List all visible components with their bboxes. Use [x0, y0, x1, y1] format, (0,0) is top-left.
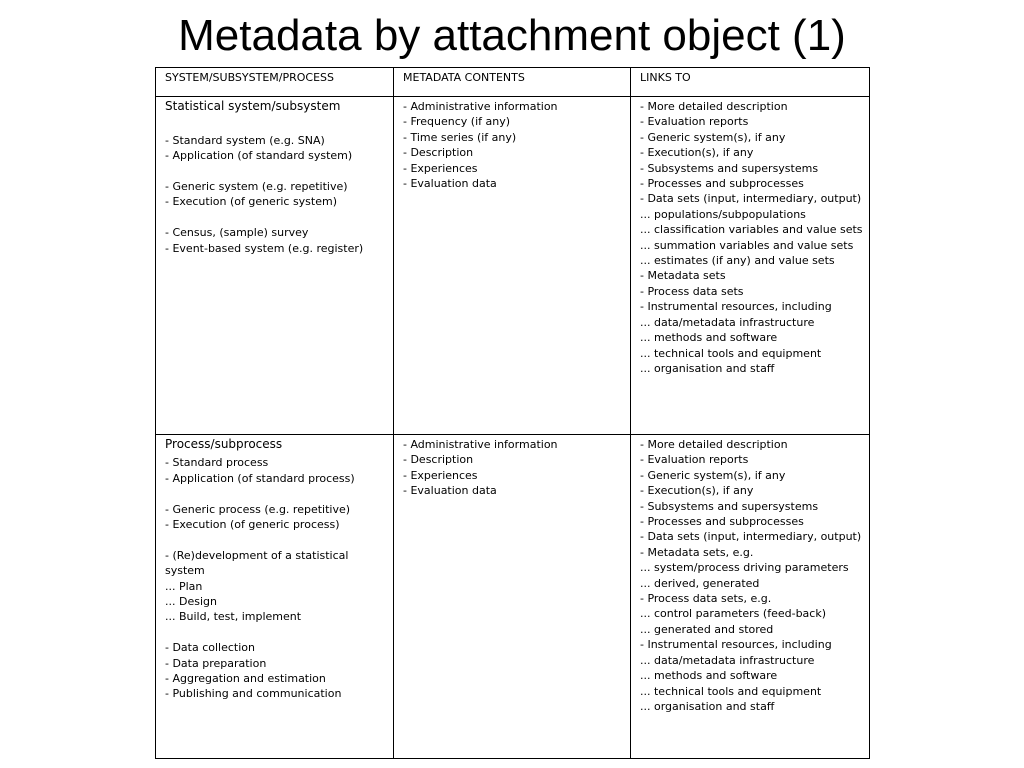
object-item: - Census, (sample) survey [165, 226, 309, 240]
column-header-contents: METADATA CONTENTS [394, 68, 631, 97]
object-item: - Generic system (e.g. repetitive) [165, 180, 348, 193]
link-item: ... summation variables and value sets [640, 238, 854, 252]
link-item: ... data/metadata infrastructure [640, 653, 815, 667]
link-item: ... technical tools and equipment [640, 684, 822, 698]
contents-item: - Administrative information [403, 438, 558, 451]
object-title: Process/subprocess [165, 437, 283, 451]
link-item: - Evaluation reports [640, 453, 749, 467]
link-item: - Generic system(s), if any [640, 468, 786, 482]
object-item: - Data collection [165, 641, 256, 655]
contents-item: - Evaluation data [403, 177, 497, 191]
object-title: Statistical system/subsystem [165, 99, 341, 113]
contents-item: - Administrative information [403, 100, 558, 113]
object-item: - Event-based system (e.g. register) [165, 241, 364, 255]
spacer [165, 117, 387, 132]
link-item: - Instrumental resources, including [640, 300, 832, 314]
link-item: ... populations/subpopulations [640, 207, 806, 221]
contents-item: - Experiences [403, 161, 478, 175]
link-item: ... derived, generated [640, 576, 760, 590]
contents-item: - Description [403, 146, 474, 160]
object-item: - Generic process (e.g. repetitive) [165, 502, 351, 516]
link-item: - Data sets (input, intermediary, output) [640, 192, 862, 206]
cell-links-to [631, 97, 870, 435]
object-item: ... Design [165, 595, 217, 609]
contents-item-list [403, 437, 624, 499]
cell-attachment-object [156, 97, 394, 435]
link-item: - Execution(s), if any [640, 146, 754, 160]
metadata-table [155, 67, 870, 759]
contents-item: - Frequency (if any) [403, 115, 511, 129]
spacer [165, 486, 387, 501]
cell-metadata-contents [394, 435, 631, 759]
link-item: - Processes and subprocesses [640, 515, 804, 529]
link-item: - Generic system(s), if any [640, 130, 786, 144]
spacer [165, 532, 387, 547]
slide-title: Metadata by attachment object (1) [178, 11, 846, 60]
link-item-list [640, 99, 863, 376]
link-item: - Execution(s), if any [640, 484, 754, 498]
object-item: - Standard process [165, 456, 269, 470]
link-item: ... system/process driving parameters [640, 561, 849, 575]
contents-item-list [403, 99, 624, 191]
link-item: - Instrumental resources, including [640, 638, 832, 652]
link-item: ... methods and software [640, 669, 778, 683]
link-item: ... control parameters (feed-back) [640, 607, 826, 621]
object-item: - Application (of standard process) [165, 471, 355, 485]
link-item: - More detailed description [640, 438, 788, 451]
table-header-row [156, 68, 870, 97]
link-item: ... estimates (if any) and value sets [640, 254, 835, 268]
contents-item: - Evaluation data [403, 484, 497, 498]
contents-item: - Experiences [403, 468, 478, 482]
contents-item: - Description [403, 453, 474, 467]
cell-attachment-object [156, 435, 394, 759]
object-item: - Standard system (e.g. SNA) [165, 133, 325, 147]
cell-metadata-contents [394, 97, 631, 435]
link-item: - Metadata sets [640, 269, 726, 283]
object-item: - Execution (of generic system) [165, 195, 338, 209]
cell-links-to [631, 435, 870, 759]
object-item-list [165, 455, 387, 701]
link-item: ... organisation and staff [640, 361, 775, 375]
link-item: ... methods and software [640, 331, 778, 345]
link-item: - Processes and subprocesses [640, 177, 804, 191]
table-row [156, 97, 870, 435]
link-item: - Data sets (input, intermediary, output) [640, 530, 862, 544]
object-item: - Aggregation and estimation [165, 672, 326, 686]
object-item: - Execution (of generic process) [165, 518, 340, 532]
link-item: - Process data sets [640, 284, 744, 298]
link-item: ... generated and stored [640, 622, 774, 636]
object-item-list [165, 117, 387, 256]
link-item: ... organisation and staff [640, 699, 775, 713]
link-item: - More detailed description [640, 100, 788, 113]
contents-item: - Time series (if any) [403, 130, 517, 144]
spacer [165, 625, 387, 640]
object-item: ... Build, test, implement [165, 610, 302, 624]
link-item: ... technical tools and equipment [640, 346, 822, 360]
spacer [165, 164, 387, 179]
object-item: - Data preparation [165, 656, 267, 670]
link-item: ... classification variables and value sets [640, 223, 863, 237]
link-item-list [640, 437, 863, 714]
column-header-object: SYSTEM/SUBSYSTEM/PROCESS [156, 68, 394, 97]
spacer [165, 210, 387, 225]
object-item: - Application (of standard system) [165, 149, 353, 163]
object-item: - (Re)development of a statistical system [165, 548, 349, 578]
link-item: - Process data sets, e.g. [640, 592, 772, 606]
link-item: - Evaluation reports [640, 115, 749, 129]
link-item: - Subsystems and supersystems [640, 161, 819, 175]
object-item: - Publishing and communication [165, 687, 342, 701]
column-header-links: LINKS TO [631, 68, 870, 97]
table-row [156, 435, 870, 759]
object-item: ... Plan [165, 579, 203, 593]
link-item: ... data/metadata infrastructure [640, 315, 815, 329]
link-item: - Subsystems and supersystems [640, 499, 819, 513]
link-item: - Metadata sets, e.g. [640, 545, 754, 559]
